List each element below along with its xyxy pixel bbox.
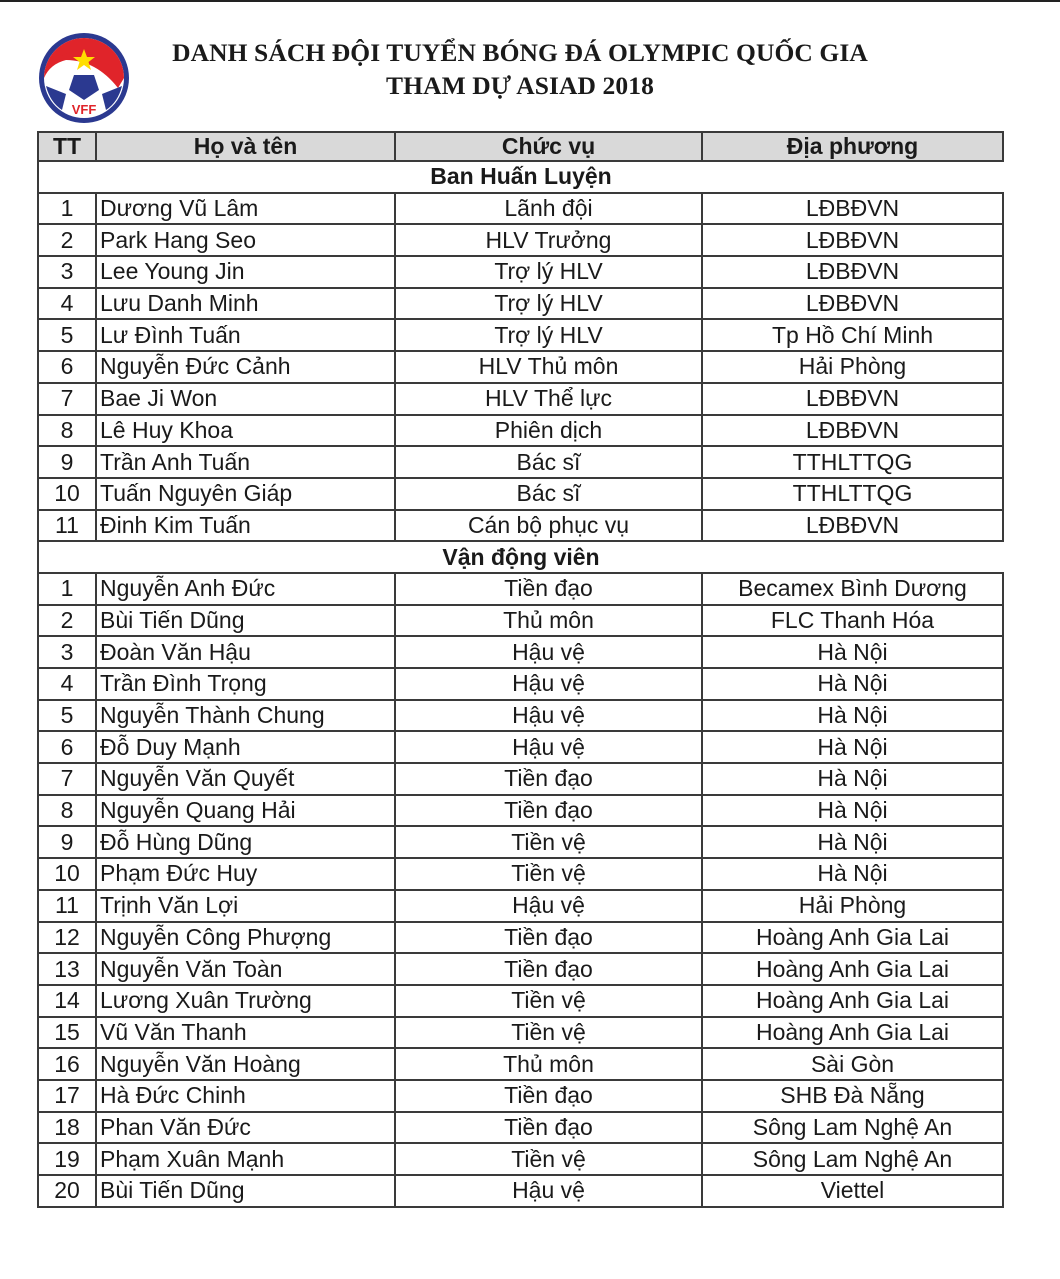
cell-name: Park Hang Seo bbox=[96, 224, 395, 256]
table-row bbox=[38, 415, 1003, 447]
cell-name: Đoàn Văn Hậu bbox=[96, 636, 395, 668]
cell-role: Tiền đạo bbox=[395, 763, 702, 795]
cell-name: Tuấn Nguyên Giáp bbox=[96, 478, 395, 510]
cell-role: Cán bộ phục vụ bbox=[395, 510, 702, 542]
cell-tt: 7 bbox=[38, 763, 96, 795]
table-row bbox=[38, 446, 1003, 478]
cell-role: Hậu vệ bbox=[395, 1175, 702, 1207]
cell-role: Hậu vệ bbox=[395, 731, 702, 763]
table-row bbox=[38, 858, 1003, 890]
cell-role: Trợ lý HLV bbox=[395, 256, 702, 288]
cell-name: Bae Ji Won bbox=[96, 383, 395, 415]
table-row bbox=[38, 1143, 1003, 1175]
table-row bbox=[38, 636, 1003, 668]
cell-tt: 18 bbox=[38, 1112, 96, 1144]
cell-tt: 19 bbox=[38, 1143, 96, 1175]
title-line-2: THAM DỰ ASIAD 2018 bbox=[386, 71, 654, 100]
cell-name: Nguyễn Đức Cảnh bbox=[96, 351, 395, 383]
cell-tt: 16 bbox=[38, 1048, 96, 1080]
cell-name: Phạm Xuân Mạnh bbox=[96, 1143, 395, 1175]
cell-role: Tiền đạo bbox=[395, 1112, 702, 1144]
table-row bbox=[38, 985, 1003, 1017]
cell-tt: 2 bbox=[38, 605, 96, 637]
cell-name: Trần Đình Trọng bbox=[96, 668, 395, 700]
cell-role: Lãnh đội bbox=[395, 193, 702, 225]
cell-role: Trợ lý HLV bbox=[395, 319, 702, 351]
cell-name: Nguyễn Công Phượng bbox=[96, 922, 395, 954]
cell-role: Trợ lý HLV bbox=[395, 288, 702, 320]
cell-role: Tiền vệ bbox=[395, 826, 702, 858]
document-title bbox=[130, 36, 910, 102]
table-row bbox=[38, 193, 1003, 225]
cell-place: Viettel bbox=[702, 1175, 1003, 1207]
table-row bbox=[38, 573, 1003, 605]
table-row bbox=[38, 1080, 1003, 1112]
header-role: Chức vụ bbox=[395, 132, 702, 161]
cell-role: Phiên dịch bbox=[395, 415, 702, 447]
cell-place: LĐBĐVN bbox=[702, 415, 1003, 447]
cell-place: Hà Nội bbox=[702, 668, 1003, 700]
cell-tt: 20 bbox=[38, 1175, 96, 1207]
table-row bbox=[38, 605, 1003, 637]
table-row bbox=[38, 922, 1003, 954]
cell-role: Hậu vệ bbox=[395, 890, 702, 922]
cell-place: LĐBĐVN bbox=[702, 510, 1003, 542]
cell-place: Tp Hồ Chí Minh bbox=[702, 319, 1003, 351]
cell-tt: 9 bbox=[38, 826, 96, 858]
table-row bbox=[38, 224, 1003, 256]
table-row bbox=[38, 1175, 1003, 1207]
cell-role: Bác sĩ bbox=[395, 478, 702, 510]
cell-name: Trần Anh Tuấn bbox=[96, 446, 395, 478]
cell-name: Đinh Kim Tuấn bbox=[96, 510, 395, 542]
cell-tt: 7 bbox=[38, 383, 96, 415]
table-row bbox=[38, 700, 1003, 732]
cell-tt: 6 bbox=[38, 731, 96, 763]
table-body bbox=[38, 161, 1003, 1207]
cell-place: Sông Lam Nghệ An bbox=[702, 1112, 1003, 1144]
table-header-row bbox=[38, 132, 1003, 161]
table-row bbox=[38, 1048, 1003, 1080]
cell-place: LĐBĐVN bbox=[702, 224, 1003, 256]
cell-role: Tiền đạo bbox=[395, 795, 702, 827]
cell-role: Tiền vệ bbox=[395, 985, 702, 1017]
cell-tt: 9 bbox=[38, 446, 96, 478]
cell-place: Hà Nội bbox=[702, 826, 1003, 858]
section-title: Vận động viên bbox=[38, 541, 1003, 573]
vff-logo-icon bbox=[36, 30, 132, 126]
cell-role: Hậu vệ bbox=[395, 668, 702, 700]
cell-name: Nguyễn Thành Chung bbox=[96, 700, 395, 732]
cell-name: Phan Văn Đức bbox=[96, 1112, 395, 1144]
cell-name: Bùi Tiến Dũng bbox=[96, 1175, 395, 1207]
cell-place: Hà Nội bbox=[702, 700, 1003, 732]
cell-name: Lư Đình Tuấn bbox=[96, 319, 395, 351]
cell-name: Dương Vũ Lâm bbox=[96, 193, 395, 225]
cell-role: Tiền vệ bbox=[395, 1143, 702, 1175]
header-place: Địa phương bbox=[702, 132, 1003, 161]
cell-role: Tiền đạo bbox=[395, 953, 702, 985]
top-border-line bbox=[0, 0, 1060, 2]
cell-place: Hải Phòng bbox=[702, 890, 1003, 922]
cell-name: Nguyễn Anh Đức bbox=[96, 573, 395, 605]
cell-name: Lê Huy Khoa bbox=[96, 415, 395, 447]
cell-tt: 1 bbox=[38, 573, 96, 605]
cell-place: LĐBĐVN bbox=[702, 383, 1003, 415]
cell-name: Đỗ Duy Mạnh bbox=[96, 731, 395, 763]
section-header-row bbox=[38, 161, 1003, 193]
cell-tt: 12 bbox=[38, 922, 96, 954]
cell-place: Hải Phòng bbox=[702, 351, 1003, 383]
cell-role: HLV Trưởng bbox=[395, 224, 702, 256]
cell-name: Hà Đức Chinh bbox=[96, 1080, 395, 1112]
cell-place: Hoàng Anh Gia Lai bbox=[702, 953, 1003, 985]
section-header-row bbox=[38, 541, 1003, 573]
cell-name: Phạm Đức Huy bbox=[96, 858, 395, 890]
cell-tt: 10 bbox=[38, 478, 96, 510]
table-row bbox=[38, 510, 1003, 542]
table-row bbox=[38, 1112, 1003, 1144]
cell-name: Nguyễn Văn Hoàng bbox=[96, 1048, 395, 1080]
cell-role: Tiền đạo bbox=[395, 1080, 702, 1112]
cell-place: LĐBĐVN bbox=[702, 256, 1003, 288]
table-row bbox=[38, 890, 1003, 922]
table-row bbox=[38, 256, 1003, 288]
cell-role: HLV Thủ môn bbox=[395, 351, 702, 383]
table-row bbox=[38, 319, 1003, 351]
cell-name: Vũ Văn Thanh bbox=[96, 1017, 395, 1049]
cell-tt: 8 bbox=[38, 795, 96, 827]
cell-name: Trịnh Văn Lợi bbox=[96, 890, 395, 922]
cell-tt: 13 bbox=[38, 953, 96, 985]
title-line-1: DANH SÁCH ĐỘI TUYỂN BÓNG ĐÁ OLYMPIC QUỐC GIA bbox=[172, 38, 868, 67]
cell-role: Thủ môn bbox=[395, 1048, 702, 1080]
cell-place: Sông Lam Nghệ An bbox=[702, 1143, 1003, 1175]
cell-place: Hà Nội bbox=[702, 731, 1003, 763]
cell-place: LĐBĐVN bbox=[702, 288, 1003, 320]
cell-tt: 4 bbox=[38, 288, 96, 320]
cell-name: Bùi Tiến Dũng bbox=[96, 605, 395, 637]
cell-tt: 11 bbox=[38, 510, 96, 542]
cell-tt: 14 bbox=[38, 985, 96, 1017]
table-row bbox=[38, 953, 1003, 985]
table-row bbox=[38, 1017, 1003, 1049]
cell-tt: 1 bbox=[38, 193, 96, 225]
table-row bbox=[38, 288, 1003, 320]
cell-place: Hoàng Anh Gia Lai bbox=[702, 985, 1003, 1017]
cell-name: Nguyễn Văn Quyết bbox=[96, 763, 395, 795]
header-name: Họ và tên bbox=[96, 132, 395, 161]
table-row bbox=[38, 826, 1003, 858]
cell-place: Hà Nội bbox=[702, 763, 1003, 795]
cell-place: Becamex Bình Dương bbox=[702, 573, 1003, 605]
logo-text: VFF bbox=[71, 102, 97, 117]
cell-role: Tiền vệ bbox=[395, 1017, 702, 1049]
header-tt: TT bbox=[38, 132, 96, 161]
cell-tt: 3 bbox=[38, 256, 96, 288]
cell-name: Lương Xuân Trường bbox=[96, 985, 395, 1017]
cell-name: Nguyễn Quang Hải bbox=[96, 795, 395, 827]
cell-role: Hậu vệ bbox=[395, 700, 702, 732]
cell-tt: 2 bbox=[38, 224, 96, 256]
table-row bbox=[38, 478, 1003, 510]
cell-role: Tiền đạo bbox=[395, 573, 702, 605]
cell-place: Hà Nội bbox=[702, 636, 1003, 668]
table-row bbox=[38, 763, 1003, 795]
cell-name: Đỗ Hùng Dũng bbox=[96, 826, 395, 858]
table-row bbox=[38, 351, 1003, 383]
cell-tt: 5 bbox=[38, 700, 96, 732]
cell-tt: 5 bbox=[38, 319, 96, 351]
cell-place: SHB Đà Nẵng bbox=[702, 1080, 1003, 1112]
cell-tt: 3 bbox=[38, 636, 96, 668]
cell-role: HLV Thể lực bbox=[395, 383, 702, 415]
cell-place: Hà Nội bbox=[702, 795, 1003, 827]
cell-tt: 11 bbox=[38, 890, 96, 922]
table-row bbox=[38, 383, 1003, 415]
cell-role: Bác sĩ bbox=[395, 446, 702, 478]
cell-place: LĐBĐVN bbox=[702, 193, 1003, 225]
cell-role: Hậu vệ bbox=[395, 636, 702, 668]
cell-name: Lee Young Jin bbox=[96, 256, 395, 288]
cell-place: Hoàng Anh Gia Lai bbox=[702, 1017, 1003, 1049]
cell-tt: 10 bbox=[38, 858, 96, 890]
cell-place: TTHLTTQG bbox=[702, 446, 1003, 478]
cell-tt: 8 bbox=[38, 415, 96, 447]
cell-place: Sài Gòn bbox=[702, 1048, 1003, 1080]
table-row bbox=[38, 668, 1003, 700]
table-row bbox=[38, 731, 1003, 763]
cell-name: Nguyễn Văn Toàn bbox=[96, 953, 395, 985]
cell-place: Hà Nội bbox=[702, 858, 1003, 890]
roster-table bbox=[37, 131, 1004, 1208]
cell-role: Tiền vệ bbox=[395, 858, 702, 890]
cell-place: FLC Thanh Hóa bbox=[702, 605, 1003, 637]
cell-place: Hoàng Anh Gia Lai bbox=[702, 922, 1003, 954]
cell-tt: 6 bbox=[38, 351, 96, 383]
cell-tt: 4 bbox=[38, 668, 96, 700]
section-title: Ban Huấn Luyện bbox=[38, 161, 1003, 193]
cell-name: Lưu Danh Minh bbox=[96, 288, 395, 320]
cell-place: TTHLTTQG bbox=[702, 478, 1003, 510]
table-row bbox=[38, 795, 1003, 827]
cell-role: Tiền đạo bbox=[395, 922, 702, 954]
cell-tt: 15 bbox=[38, 1017, 96, 1049]
cell-tt: 17 bbox=[38, 1080, 96, 1112]
cell-role: Thủ môn bbox=[395, 605, 702, 637]
